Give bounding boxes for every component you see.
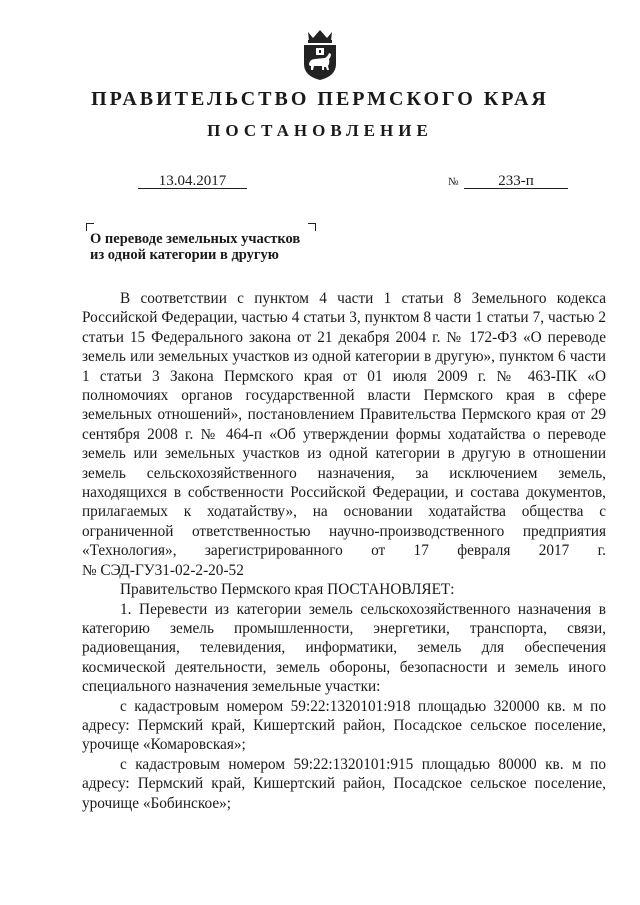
preamble-paragraph: В соответствии с пунктом 4 части 1 статьи 8 Земельного кодекса Российской Федерации, частью 4 статьи 3, пунктом 8 части 1 статьи 7, частью 2 статьи 15 Федерального закона от 21 декабря 2004 г. № 172-ФЗ «О переводе земель или земельных участков из одной категории в другую», пунктом 6 части 1 статьи 3 Закона Пермского края от 01 июля 2009 г. № 463-ПК «О полномочиях органов государственной власти Пермского края в сфере земельных отношений», постановлением Правительства Пермского края от 29 сентября 2008 г. № 464-п «Об утверждении формы ходатайства о переводе земель или земельных участков из одной категории в другую в отношении земель сельскохозяйственного назначения, за исключением земель, находящихся в собственности Российской Федерации, и состава документов, прилагаемых к ходатайству», на основании ходатайства общества с ограниченной ответственностью научно-производственного предприятия «Технология», зарегистрированного от 17 февраля 2017 г. [82, 290, 606, 560]
land-plot-item: с кадастровым номером 59:22:1320101:918 площадью 320000 кв. м по адресу: Пермский край, Кишертский район, Посадское сельское поселение, урочище «Комаровская»; [82, 697, 606, 754]
decree-body [82, 289, 606, 813]
decree-number: 233-п [464, 174, 568, 189]
resolution-statement: Правительство Пермского края ПОСТАНОВЛЯЕТ: [120, 581, 455, 599]
perm-krai-coat-of-arms-icon [298, 26, 342, 82]
clause-1-paragraph: 1. Перевести из категории земель сельскохозяйственного назначения в категорию земель промышленности, энергетики, транспорта, связи, радиовещания, телевидения, информатики, земель для обеспечения космической деятельности, земель обороны, безопасности и земель иного специального назначения земельные участки: [82, 600, 606, 696]
document-type: ПОСТАНОВЛЕНИЕ [207, 121, 433, 140]
decree-date: 13.04.2017 [138, 174, 247, 189]
government-title: ПРАВИТЕЛЬСТВО ПЕРМСКОГО КРАЯ [91, 88, 549, 110]
subject-corner-left [86, 223, 94, 231]
subject-corner-right [308, 223, 316, 231]
number-sign: № [448, 176, 459, 188]
registration-number: № СЭД-ГУ31-02-2-20-52 [82, 561, 244, 579]
land-plot-item: с кадастровым номером 59:22:1320101:915 площадью 80000 кв. м по адресу: Пермский край, Кишертский район, Посадское сельское поселение, урочище «Бобинское»; [82, 755, 606, 812]
subject-line-1: О переводе земельных участков [90, 231, 301, 247]
subject-line-2: из одной категории в другую [90, 247, 279, 263]
decree-subject [90, 231, 330, 263]
